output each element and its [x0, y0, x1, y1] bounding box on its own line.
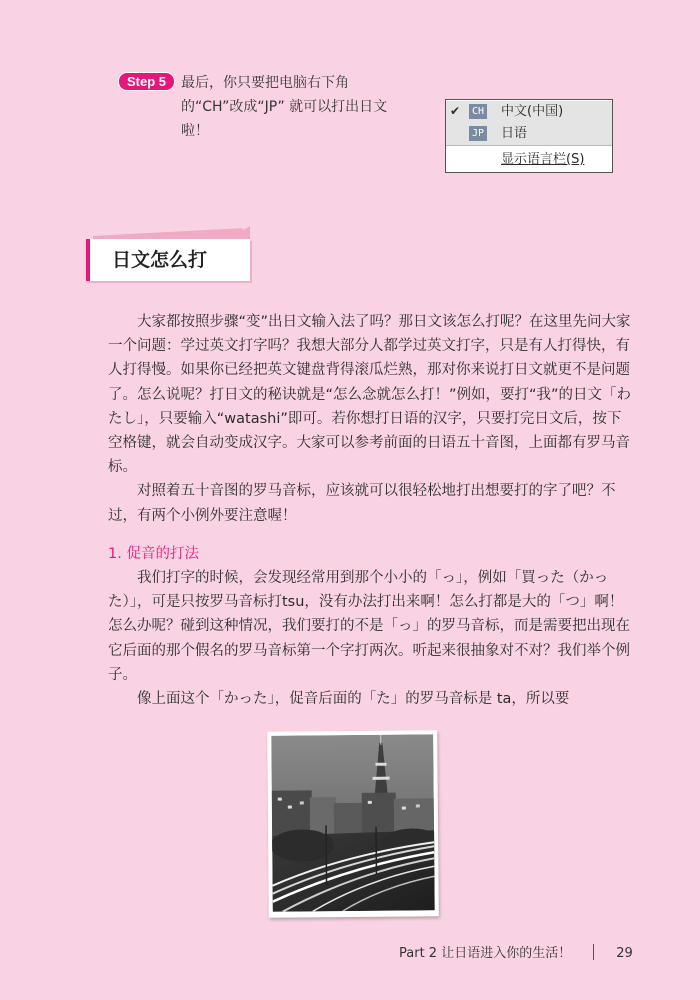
heading-text: 日文怎么打: [112, 249, 208, 271]
tokyo-tower-night-photo: [271, 734, 435, 911]
menu-item-chinese[interactable]: [446, 101, 612, 123]
step-badge: Step 5: [118, 72, 175, 91]
footer-divider: [593, 944, 594, 960]
step-text: 最后，你只要把电脑右下角的“CH”改成“JP” 就可以打出日文啦！: [181, 75, 388, 139]
menu-item-label: 日语: [501, 126, 528, 141]
check-icon: ✔: [450, 104, 461, 118]
section-heading: [86, 226, 252, 286]
city-photo: [267, 730, 439, 917]
page-footer: [399, 942, 633, 961]
jp-code-icon: JP: [469, 126, 487, 141]
menu-item-label: 显示语言栏(S): [501, 152, 585, 167]
language-menu: [445, 99, 613, 173]
menu-item-label: 中文(中国): [501, 104, 564, 119]
paragraph: 像上面这个「かった」，促音后面的「た」的罗马音标是 ta，所以要: [137, 691, 570, 708]
paragraph: 我们打字的时候，会发现经常用到那个小小的「っ」，例如「買った（かった）」，可是只按罗马音标打tsu，没有办法打出来啊！怎么打都是大的「つ」啊！怎么办呢？碰到这种情况，我们要打的不是「っ」的罗马音标，而是需要把出现在它后面的那个假名的罗马音标第一个字打两次。听起来很抽象对不对？我们举个例子。: [108, 570, 630, 683]
subsection-title: 1. 促音的打法: [108, 545, 199, 562]
footer-chapter: Part 2 让日语进入你的生活！: [399, 946, 572, 961]
body-text: [108, 310, 632, 711]
paragraph: 对照着五十音图的罗马音标，应该就可以很轻松地打出想要打的字了吧？不过，有两个小例外要注意喔！: [108, 483, 616, 524]
page-number: 29: [616, 946, 633, 961]
menu-item-japanese[interactable]: [446, 123, 612, 146]
menu-item-show-language-bar[interactable]: [446, 149, 612, 171]
heading-box: [86, 239, 250, 281]
paragraph: 大家都按照步骤“变”出日文输入法了吗？那日文该怎么打呢？在这里先问大家一个问题：学过英文打字吗？我想大部分人都学过英文打字，只是有人打得快，有人打得慢。如果你已经把英文键盘背得滚瓜烂熟，那对你来说打日文就更不是问题了。怎么说呢？打日文的秘诀就是“怎么念就怎么打！”例如，要打“我”的日文「わたし」，只要输入“watashi”即可。若你想打日语的汉字，只要打完日文后，按下空格键，就会自动变成汉字。大家可以参考前面的日语五十音图，上面都有罗马音标。: [108, 314, 632, 476]
ch-code-icon: CH: [469, 104, 487, 119]
